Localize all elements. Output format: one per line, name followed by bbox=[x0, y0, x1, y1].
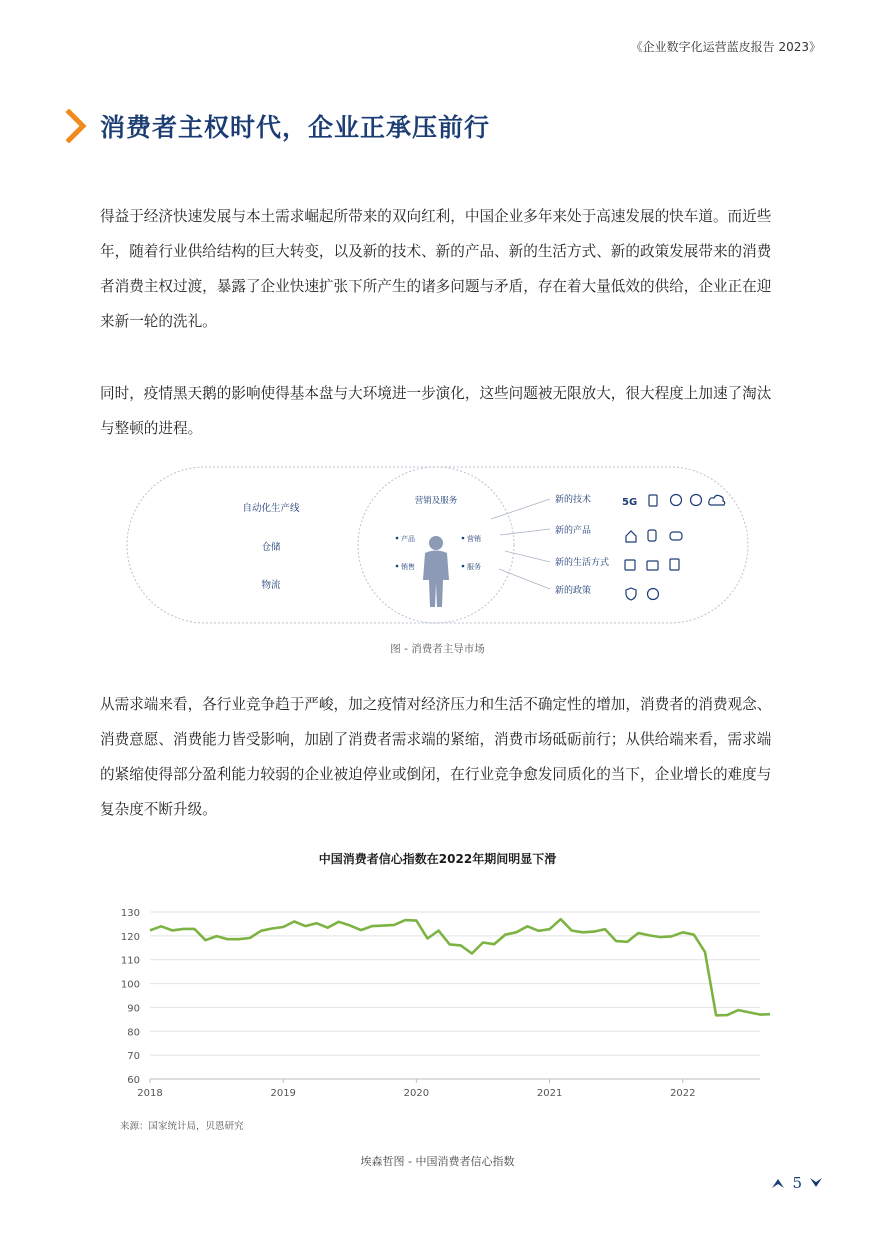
consumer-figure-icon bbox=[423, 536, 449, 607]
section-title: 消费者主权时代，企业正承压前行 bbox=[100, 113, 491, 142]
chart-title: 中国消费者信心指数在2022年期间明显下滑 bbox=[318, 852, 557, 866]
diagram-center-item: 服务 bbox=[467, 563, 481, 571]
section-heading bbox=[64, 108, 490, 144]
chevron-right-icon bbox=[64, 109, 90, 143]
paragraph-1: 得益于经济快速发展与本土需求崛起所带来的双向红利，中国企业多年来处于高速发展的快车道。而近些年，随着行业供给结构的巨大转变，以及新的技术、新的产品、新的生活方式、新的政策发展带来的消费者消费主权过渡，暴露了企业快速扩张下所产生的诸多问题与矛盾，存在着大量低效的供给，企业正在迎来新一轮的洗礼。 bbox=[100, 208, 772, 330]
diagram-left-item: 物流 bbox=[261, 580, 281, 591]
y-tick-label: 110 bbox=[120, 955, 140, 967]
chart-caption: 埃森哲图 - 中国消费者信心指数 bbox=[360, 1155, 515, 1168]
x-tick-label: 2021 bbox=[536, 1088, 563, 1099]
ai-chip-icon bbox=[671, 495, 682, 506]
smart-home-icon bbox=[626, 531, 636, 542]
diagram-right-item: 新的产品 bbox=[555, 526, 592, 536]
y-tick-label: 90 bbox=[127, 1003, 140, 1015]
diagram-caption: 图 - 消费者主导市场 bbox=[390, 643, 485, 655]
y-tick-label: 60 bbox=[127, 1075, 140, 1086]
page-number: 5 bbox=[792, 1174, 802, 1192]
diagram-right-item: 新的政策 bbox=[555, 586, 592, 596]
media-player-icon bbox=[625, 560, 635, 570]
smart-watch-icon bbox=[648, 530, 656, 541]
tv-icon bbox=[647, 561, 658, 570]
diagram-center-item: 营销 bbox=[467, 535, 481, 543]
tablet-icon bbox=[649, 495, 657, 506]
diagram-center-item: 销售 bbox=[401, 563, 415, 571]
diagram-right-item: 新的技术 bbox=[555, 495, 592, 505]
diagram-right-item: 新的生活方式 bbox=[555, 558, 610, 568]
x-tick-label: 2018 bbox=[137, 1088, 163, 1099]
consumer-market-diagram bbox=[125, 465, 750, 625]
y-tick-label: 100 bbox=[120, 979, 140, 991]
x-tick-label: 2019 bbox=[270, 1088, 296, 1099]
y-tick-label: 120 bbox=[120, 931, 140, 943]
next-page-icon[interactable] bbox=[809, 1177, 823, 1189]
diagram-center-item: 产品 bbox=[401, 535, 415, 543]
diagram-left-item: 仓储 bbox=[261, 542, 281, 553]
document-icon bbox=[670, 559, 679, 570]
report-title: 《企业数字化运营蓝皮报告 2023》 bbox=[630, 40, 821, 54]
x-tick-label: 2020 bbox=[403, 1088, 430, 1099]
diagram-center-title: 营销及服务 bbox=[414, 496, 458, 506]
x-tick-label: 2022 bbox=[670, 1088, 696, 1099]
pagination bbox=[771, 1174, 823, 1192]
5g-icon: 5G bbox=[622, 497, 638, 508]
confidence-index-line bbox=[150, 919, 770, 1015]
policy-seal-icon bbox=[648, 589, 659, 600]
vr-headset-icon bbox=[670, 532, 682, 540]
y-tick-label: 80 bbox=[127, 1027, 140, 1039]
paragraph-3: 从需求端来看，各行业竞争趋于严峻，加之疫情对经济压力和生活不确定性的增加，消费者的消费观念、消费意愿、消费能力皆受影响，加剧了消费者需求端的紧缩，消费市场砥砺前行；从供给端来看，需求端的紧缩使得部分盈利能力较弱的企业被迫停业或倒闭，在行业竞争愈发同质化的当下，企业增长的难度与复杂度不断升级。 bbox=[100, 696, 772, 818]
cloud-icon bbox=[709, 495, 725, 505]
globe-icon bbox=[691, 495, 702, 506]
y-tick-label: 70 bbox=[127, 1051, 140, 1063]
consumer-confidence-chart bbox=[110, 900, 770, 1110]
shield-icon bbox=[626, 588, 636, 600]
y-tick-label: 130 bbox=[120, 908, 140, 919]
chart-source: 来源：国家统计局，贝恩研究 bbox=[120, 1121, 244, 1132]
diagram-left-item: 自动化生产线 bbox=[242, 503, 300, 514]
paragraph-2: 同时，疫情黑天鹅的影响使得基本盘与大环境进一步演化，这些问题被无限放大，很大程度上加速了淘汰与整顿的进程。 bbox=[100, 385, 772, 437]
previous-page-icon[interactable] bbox=[771, 1177, 785, 1189]
